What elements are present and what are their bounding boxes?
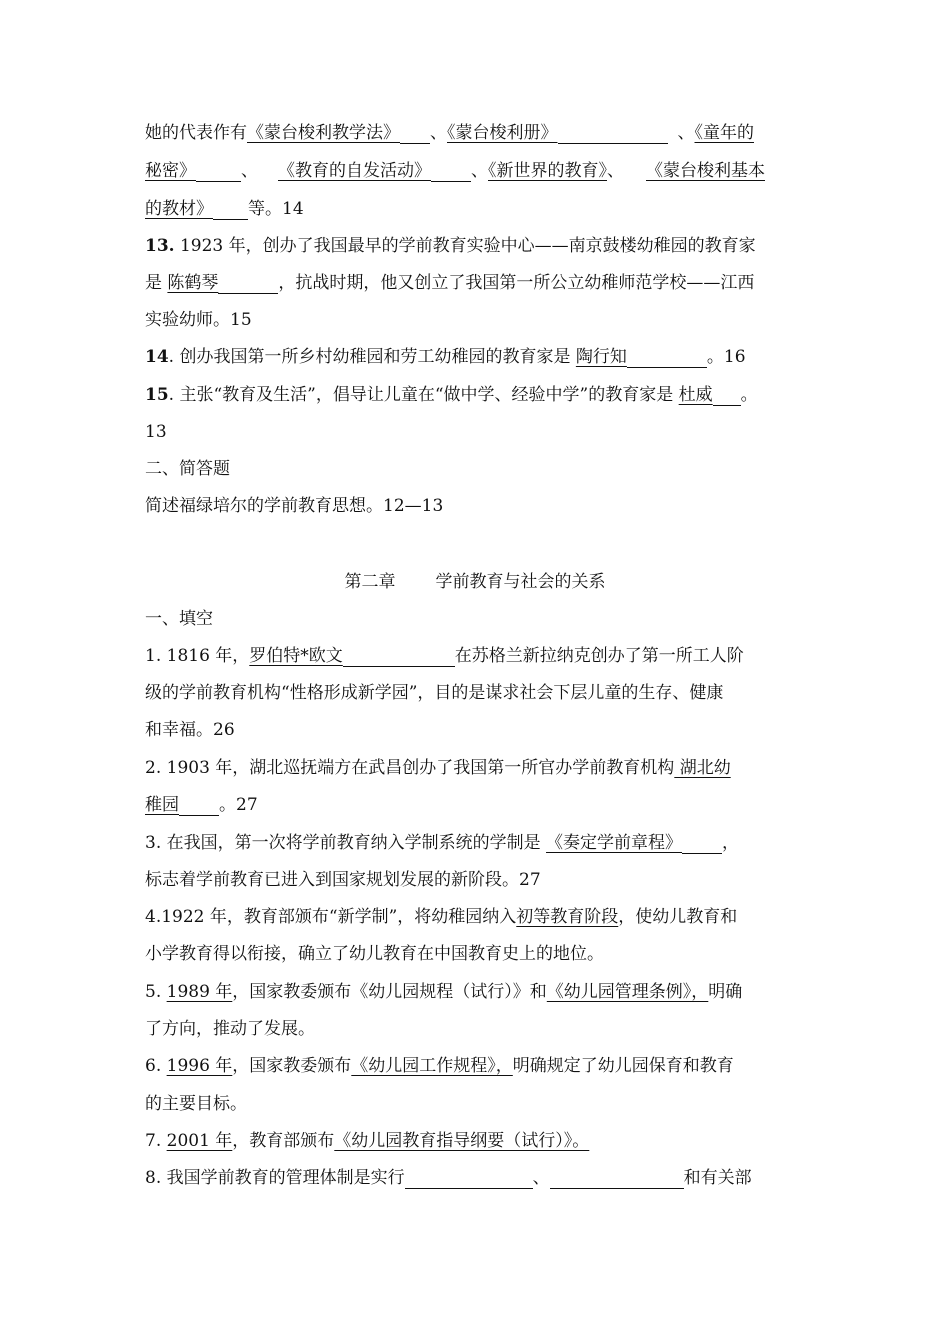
item-number: 15 [145, 385, 169, 405]
answer-blank [627, 349, 707, 368]
section-heading: 二、简答题 [145, 459, 230, 479]
separator: 、 [471, 161, 488, 181]
answer-fill: 1989 年 [166, 982, 233, 1002]
text-line [145, 198, 810, 220]
answer-blank [218, 275, 278, 294]
answer-fill: 《奏定学前章程》 [546, 833, 683, 853]
answer-fill: 稚园 [145, 795, 179, 815]
line-text: 在苏格兰新拉纳克创办了第一所工人阶 [454, 646, 744, 666]
answer-blank [550, 1170, 684, 1189]
text-line [145, 1167, 810, 1189]
answer-fill: 《蒙台梭利册》 [447, 123, 558, 143]
answer-blank [431, 163, 471, 182]
line-text: 。16 [706, 347, 746, 367]
line-text: 1923 年，创办了我国最早的学前教育实验中心——南京鼓楼幼稚园的教育家 [174, 236, 756, 256]
line-text: 3. 在我国，第一次将学前教育纳入学制系统的学制是 [145, 833, 547, 853]
text-line: 小学教育得以衔接，确立了幼儿教育在中国教育史上的地位。 [145, 944, 604, 964]
answer-blank [682, 835, 722, 854]
separator: 、 [677, 123, 695, 143]
line-text: 4.1922 年，教育部颁布“新学制”，将幼稚园纳入 [145, 907, 517, 927]
answer-fill: 《幼儿园管理条例》， [546, 982, 709, 1002]
line-text: 1. 1816 年， [145, 646, 250, 666]
answer-fill: 初等教育阶段 [516, 907, 619, 927]
text-line [145, 384, 810, 406]
answer-fill: 《幼儿园教育指导纲要（试行）》。 [334, 1131, 590, 1151]
text-line [145, 1055, 810, 1077]
line-text: 7. [145, 1131, 167, 1151]
text-line: 13 [145, 422, 167, 442]
line-text: . 创办我国第一所乡村幼稚园和劳工幼稚园的教育家是 [168, 347, 576, 367]
line-text: ，国家教委颁布 [232, 1056, 352, 1076]
line-text: 明确 [708, 982, 743, 1002]
line-text: 5. [145, 982, 167, 1002]
answer-fill: 《幼儿园工作规程》， [351, 1056, 513, 1076]
text-line: 和幸福。26 [145, 720, 235, 740]
line-text: ， [722, 833, 740, 853]
text-line: 实验幼师。15 [145, 310, 252, 330]
answer-fill: 《蒙台梭利教学法》 [247, 123, 400, 143]
text-line [145, 906, 810, 928]
chapter-name: 学前教育与社会的关系 [435, 572, 606, 592]
answer-fill: 《新世界的教育》 [488, 161, 607, 181]
text-line [145, 235, 810, 257]
text-line: 简述福绿培尔的学前教育思想。12—13 [145, 496, 444, 516]
separator: 、 [607, 161, 624, 181]
line-text: 6. [145, 1056, 167, 1076]
answer-fill: 陶行知 [575, 347, 627, 367]
line-text: 2. 1903 年，湖北巡抚端方在武昌创办了我国第一所官办学前教育机构 [145, 758, 675, 778]
separator: 、 [532, 1168, 550, 1188]
answer-blank [213, 201, 248, 220]
text-line [145, 122, 810, 144]
text-line [145, 794, 810, 816]
text-line: 的主要目标。 [145, 1094, 247, 1114]
answer-blank [196, 163, 241, 182]
line-text: . 主张“教育及生活”，倡导让儿童在“做中学、经验中学”的教育家是 [168, 385, 679, 405]
line-text: 和有关部 [683, 1168, 752, 1188]
line-text: 是 [145, 273, 168, 293]
answer-fill: 秘密》 [145, 161, 196, 181]
answer-blank [558, 125, 668, 144]
text-line [145, 160, 810, 182]
answer-fill: 《教育的自发活动》 [278, 161, 431, 181]
separator: 、 [430, 123, 447, 143]
text-line: 了方向，推动了发展。 [145, 1019, 315, 1039]
answer-blank [179, 797, 219, 816]
text-line [145, 346, 810, 368]
text-line: 级的学前教育机构“性格形成新学园”，目的是谋求社会下层儿童的生存、健康 [145, 683, 724, 703]
answer-fill: 杜威 [678, 385, 713, 405]
answer-fill: 罗伯特*欧文 [249, 646, 343, 666]
line-text: 她的代表作有 [145, 123, 247, 143]
line-text: ，抗战时期，他又创立了我国第一所公立幼稚师范学校——江西 [278, 273, 755, 293]
item-number: 14 [145, 347, 169, 367]
line-text: 8. 我国学前教育的管理体制是实行 [145, 1168, 405, 1188]
answer-fill: 2001 年 [166, 1131, 233, 1151]
text-line [145, 272, 810, 294]
line-text: 等。14 [248, 199, 304, 219]
answer-fill: 的教材》 [145, 199, 213, 219]
answer-blank [405, 1170, 533, 1189]
text-line [145, 645, 810, 667]
answer-blank [713, 387, 741, 406]
text-line: 标志着学前教育已进入到国家规划发展的新阶段。27 [145, 870, 541, 890]
separator: 、 [241, 161, 258, 181]
line-text: ，教育部颁布 [232, 1131, 335, 1151]
answer-fill: 《童年的 [694, 123, 754, 143]
answer-blank [343, 648, 455, 667]
line-text: ，使幼儿教育和 [618, 907, 738, 927]
text-line [145, 1130, 810, 1152]
answer-fill: 湖北幼 [674, 758, 731, 778]
line-text: ，国家教委颁布《幼儿园规程（试行）》和 [232, 982, 547, 1002]
line-text: 。27 [219, 795, 258, 815]
text-line [145, 832, 810, 854]
text-line [145, 981, 810, 1003]
line-text: 。 [740, 385, 758, 405]
chapter-number: 第二章 [344, 572, 396, 592]
answer-fill: 1996 年 [166, 1056, 233, 1076]
section-heading: 一、填空 [145, 609, 213, 629]
item-number: 13. [145, 236, 175, 256]
text-line [145, 757, 810, 779]
answer-blank [400, 125, 430, 144]
line-text: 明确规定了幼儿园保育和教育 [512, 1056, 734, 1076]
answer-fill: 陈鹤琴 [167, 273, 219, 293]
chapter-title [0, 571, 950, 593]
answer-fill: 《蒙台梭利基本 [646, 161, 765, 181]
